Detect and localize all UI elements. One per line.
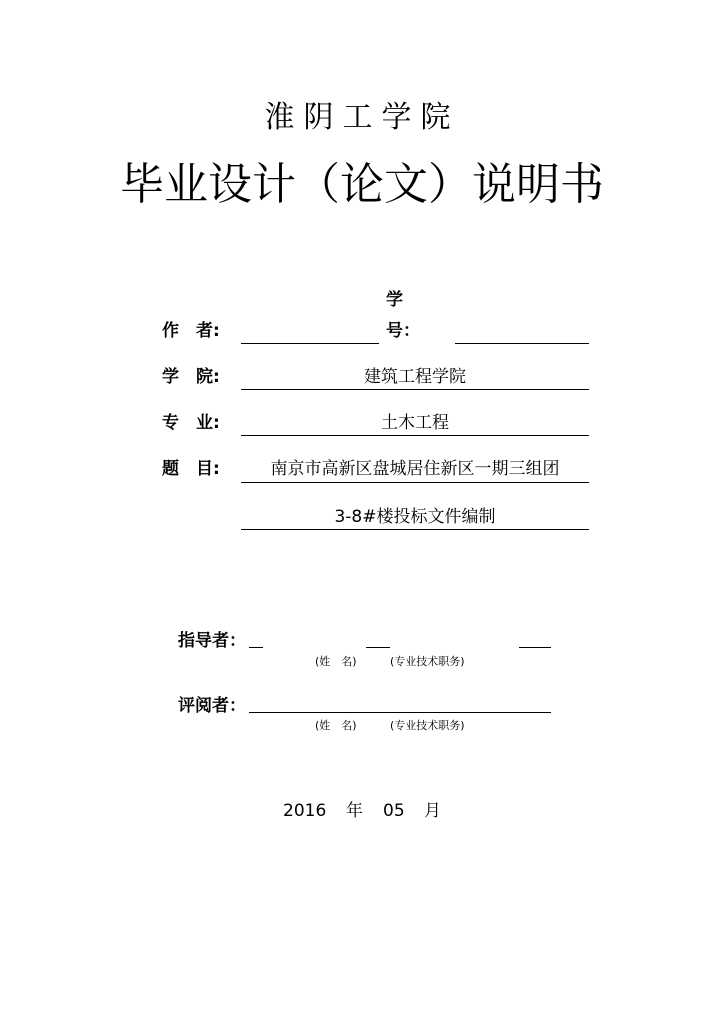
author-label: 作 者:	[162, 321, 220, 341]
reviewer-label: 评阅者：	[178, 696, 246, 716]
school-name: 淮阴工学院	[264, 100, 460, 135]
document-title: 毕业设计（论文）说明书	[120, 159, 604, 210]
major-value: 土木工程	[381, 413, 449, 433]
date-year-unit: 年	[346, 801, 363, 821]
student-id-label-top-char: 学	[386, 290, 403, 310]
date-month-unit: 月	[424, 801, 441, 821]
topic-line-1: 南京市高新区盘城居住新区一期三组团	[270, 459, 560, 479]
major-label: 专 业:	[162, 413, 220, 433]
advisor-underline-segment-3	[519, 647, 551, 648]
date-year: 2016	[283, 801, 327, 821]
topic-label: 题 目:	[162, 459, 220, 479]
topic-underline-2	[241, 529, 589, 530]
advisor-name-hint: (姓 名)	[315, 655, 357, 668]
college-value: 建筑工程学院	[364, 367, 466, 387]
college-underline	[241, 389, 589, 390]
reviewer-name-hint: (姓 名)	[315, 719, 357, 732]
student-id-underline	[455, 343, 589, 344]
college-label: 学 院:	[162, 367, 220, 387]
student-id-label: 号：	[386, 321, 420, 341]
reviewer-title-hint: (专业技术职务)	[390, 719, 465, 732]
advisor-underline-segment-2	[366, 647, 390, 648]
major-underline	[241, 435, 589, 436]
reviewer-underline	[249, 712, 551, 713]
date-month: 05	[383, 801, 405, 821]
topic-line-2: 3-8#楼投标文件编制	[334, 507, 496, 527]
advisor-title-hint: (专业技术职务)	[390, 655, 465, 668]
author-underline	[241, 343, 379, 344]
topic-underline-1	[241, 482, 589, 483]
advisor-label: 指导者：	[178, 631, 246, 651]
advisor-underline-segment-1	[249, 647, 263, 648]
